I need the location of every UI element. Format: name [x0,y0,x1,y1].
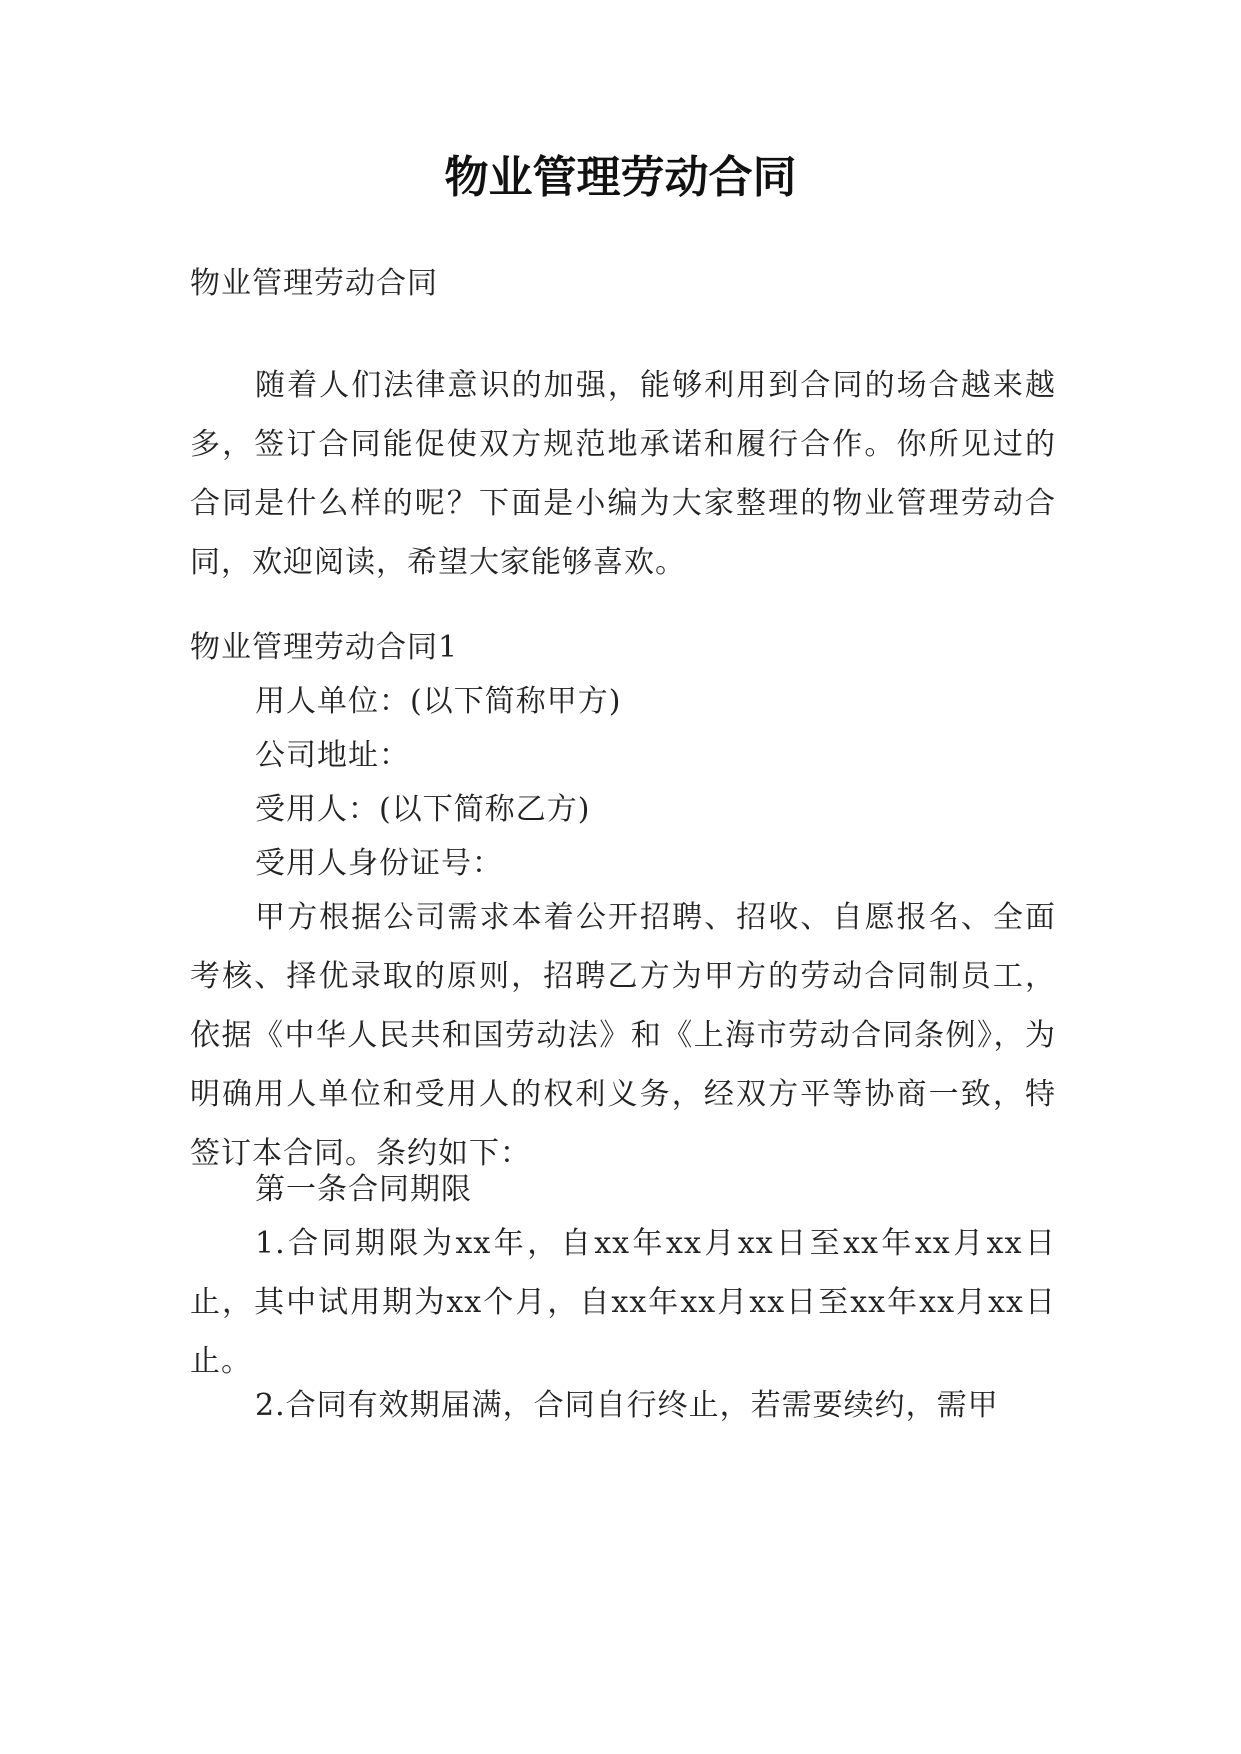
clause-2: 2.合同有效期届满，合同自行终止，若需要续约，需甲 [255,1388,999,1423]
employee-field: 受用人：(以下简称乙方) [255,792,591,827]
article-heading: 第一条合同期限 [255,1172,472,1207]
company-address-field: 公司地址： [255,738,410,773]
document-subtitle: 物业管理劳动合同 [190,266,438,301]
section-heading: 物业管理劳动合同1 [190,630,459,665]
employer-field: 用人单位：(以下简称甲方) [255,684,622,719]
clause-1: 1.合同期限为xx年，自xx年xx月xx日至xx年xx月xx日止，其中试用期为xx个月，自xx年xx月xx日至xx年xx月xx日止。 [190,1226,1056,1379]
intro-paragraph: 随着人们法律意识的加强，能够利用到合同的场合越来越多，签订合同能促使双方规范地承诺和履行合作。你所见过的合同是什么样的呢？下面是小编为大家整理的物业管理劳动合同，欢迎阅读，希望大家能够喜欢。 [190,368,1056,580]
document-title: 物业管理劳动合同 [444,152,797,203]
preamble-paragraph: 甲方根据公司需求本着公开招聘、招收、自愿报名、全面考核、择优录取的原则，招聘乙方为甲方的劳动合同制员工，依据《中华人民共和国劳动法》和《上海市劳动合同条例》，为明确用人单位和受用人的权利义务，经双方平等协商一致，特签订本合同。条约如下： [190,900,1056,1171]
employee-id-field: 受用人身份证号： [255,846,503,881]
